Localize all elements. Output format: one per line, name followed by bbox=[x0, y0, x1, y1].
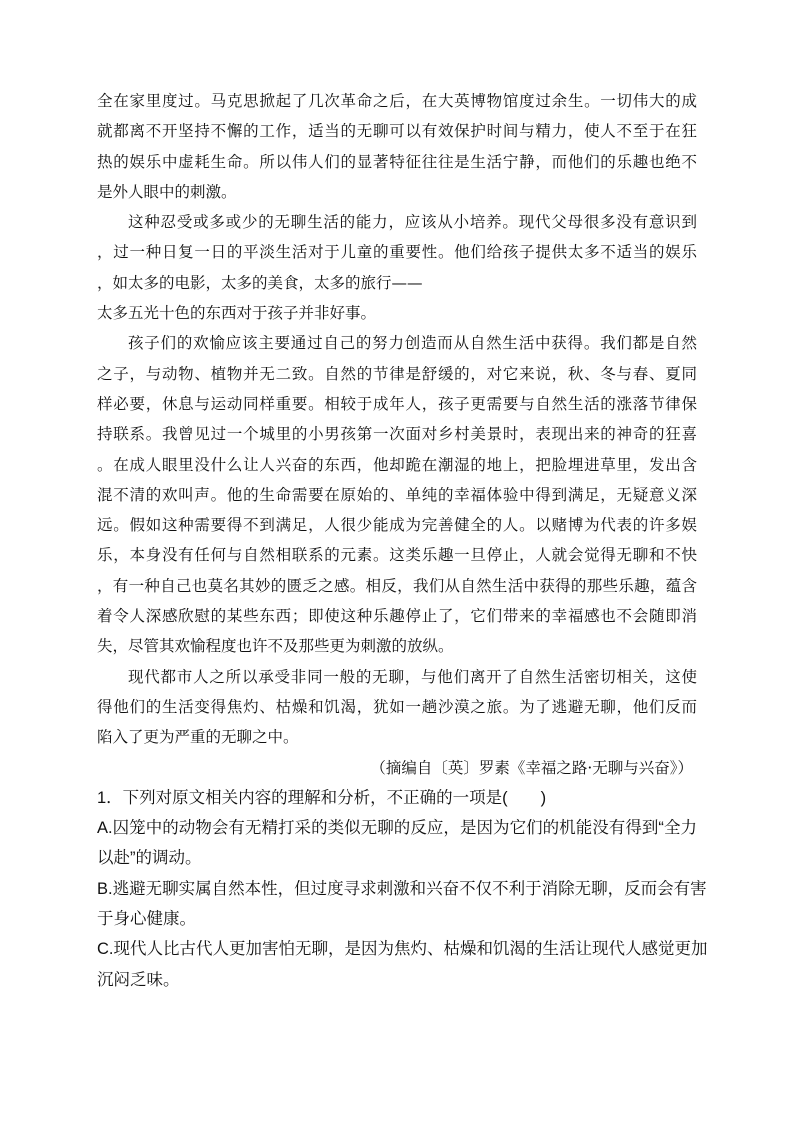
text-line: 得他们的生活变得焦灼、枯燥和饥渴，犹如一趟沙漠之旅。为了逃避无聊，他们反而 bbox=[97, 697, 697, 716]
text-line: 混不清的欢叫声。他的生命需要在原始的、单纯的幸福体验中得到满足，无疑意义深 bbox=[97, 485, 697, 504]
text-line: 孩子们的欢愉应该主要通过自己的努力创造而从自然生活中获得。我们都是自然 bbox=[128, 334, 697, 353]
text-line: 乐，本身没有任何与自然相联系的元素。这类乐趣一旦停止，人就会觉得无聊和不快 bbox=[97, 546, 697, 565]
text-line: 持联系。我曾见过一个城里的小男孩第一次面对乡村美景时，表现出来的神奇的狂喜 bbox=[97, 425, 697, 444]
option-line: 于身心健康。 bbox=[97, 910, 196, 929]
document-page bbox=[97, 86, 708, 995]
option-line: B.逃避无聊实属自然本性，但过度寻求刺激和兴奋不仅不利于消除无聊，反而会有害 bbox=[97, 879, 707, 898]
text-line: ，过一种日复一日的平淡生活对于儿童的重要性。他们给孩子提供太多不适当的娱乐 bbox=[97, 243, 697, 262]
paragraph-3 bbox=[97, 328, 697, 661]
text-line: 远。假如这种需要得不到满足，人很少能成为完善健全的人。以赌博为代表的许多娱 bbox=[97, 516, 697, 535]
option-b bbox=[97, 874, 707, 935]
option-line: 沉闷乏味。 bbox=[97, 970, 180, 989]
source-citation: （摘编自〔英〕罗素《幸福之路·无聊与兴奋》） bbox=[370, 758, 693, 777]
option-line: C.现代人比古代人更加害怕无聊，是因为焦灼、枯燥和饥渴的生活让现代人感觉更加 bbox=[97, 940, 708, 959]
text-line: 就都离不开坚持不懈的工作，适当的无聊可以有效保护时间与精力，使人不至于在狂 bbox=[97, 122, 697, 141]
text-line: ，有一种自己也莫名其妙的匮乏之感。相反，我们从自然生活中获得的那些乐趣，蕴含 bbox=[97, 576, 697, 595]
paragraph-1 bbox=[97, 86, 697, 207]
paragraph-4 bbox=[97, 662, 697, 753]
text-line: 陷入了更为严重的无聊之中。 bbox=[97, 728, 299, 747]
text-line: 之子，与动物、植物并无二致。自然的节律是舒缓的，对它来说，秋、冬与春、夏同 bbox=[97, 364, 697, 383]
text-line: 热的娱乐中虚耗生命。所以伟人们的显著特征往往是生活宁静，而他们的乐趣也绝不 bbox=[97, 152, 697, 171]
text-line: 这种忍受或多或少的无聊生活的能力，应该从小培养。现代父母很多没有意识到 bbox=[128, 213, 697, 232]
text-line: 是外人眼中的刺激。 bbox=[97, 182, 237, 201]
paragraph-2 bbox=[97, 207, 697, 328]
option-line: 以赴”的调动。 bbox=[97, 849, 202, 868]
text-line: 样必要，休息与运动同样重要。相较于成年人，孩子更需要与自然生活的涨落节律保 bbox=[97, 394, 697, 413]
option-c bbox=[97, 934, 708, 995]
text-line: ，如太多的电影，太多的美食，太多的旅行—— bbox=[97, 273, 423, 292]
question-1 bbox=[97, 783, 708, 995]
text-line: 太多五光十色的东西对于孩子并非好事。 bbox=[97, 304, 377, 323]
text-line: 全在家里度过。马克思掀起了几次革命之后，在大英博物馆度过余生。一切伟大的成 bbox=[97, 92, 697, 110]
text-line: 。在成人眼里没什么让人兴奋的东西，他却跪在潮湿的地上，把脸埋进草里，发出含 bbox=[97, 455, 697, 474]
text-line: 现代都市人之所以承受非同一般的无聊，与他们离开了自然生活密切相关，这使 bbox=[128, 667, 697, 686]
option-a bbox=[97, 813, 697, 874]
text-line: 失，尽管其欢愉程度也许不及那些更为刺激的放纵。 bbox=[97, 637, 454, 656]
option-line: A.囚笼中的动物会有无精打采的类似无聊的反应，是因为它们的机能没有得到“全力 bbox=[97, 819, 697, 838]
question-stem: 1．下列对原文相关内容的理解和分析，不正确的一项是( ) bbox=[97, 788, 547, 807]
text-line: 着令人深感欣慰的某些东西；即使这种乐趣停止了，它们带来的幸福感也不会随即消 bbox=[97, 607, 697, 626]
